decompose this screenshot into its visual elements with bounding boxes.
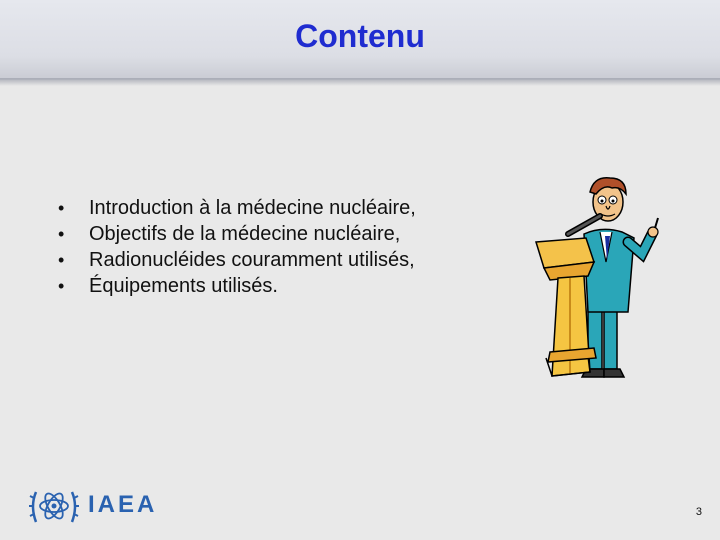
title-bar-shadow	[0, 78, 720, 86]
list-item	[58, 195, 416, 221]
list-item-text: Équipements utilisés.	[89, 275, 278, 297]
slide-title: Contenu	[295, 18, 425, 54]
speaker-at-podium-illustration	[524, 172, 664, 384]
bullet-icon: •	[58, 198, 65, 218]
list-item-text: Radionucléides couramment utilisés,	[89, 249, 415, 271]
iaea-emblem-icon	[28, 482, 80, 530]
list-item	[58, 247, 416, 273]
content-list	[58, 195, 416, 299]
list-item-text: Objectifs de la médecine nucléaire,	[89, 223, 401, 245]
list-item-text: Introduction à la médecine nucléaire,	[89, 197, 416, 219]
bullet-icon: •	[58, 224, 65, 244]
iaea-logo-text: IAEA	[88, 491, 158, 518]
list-item	[58, 221, 416, 247]
list-item	[58, 273, 416, 299]
bullet-icon: •	[58, 276, 65, 296]
page-number: 3	[695, 506, 702, 518]
bullet-icon: •	[58, 250, 65, 270]
